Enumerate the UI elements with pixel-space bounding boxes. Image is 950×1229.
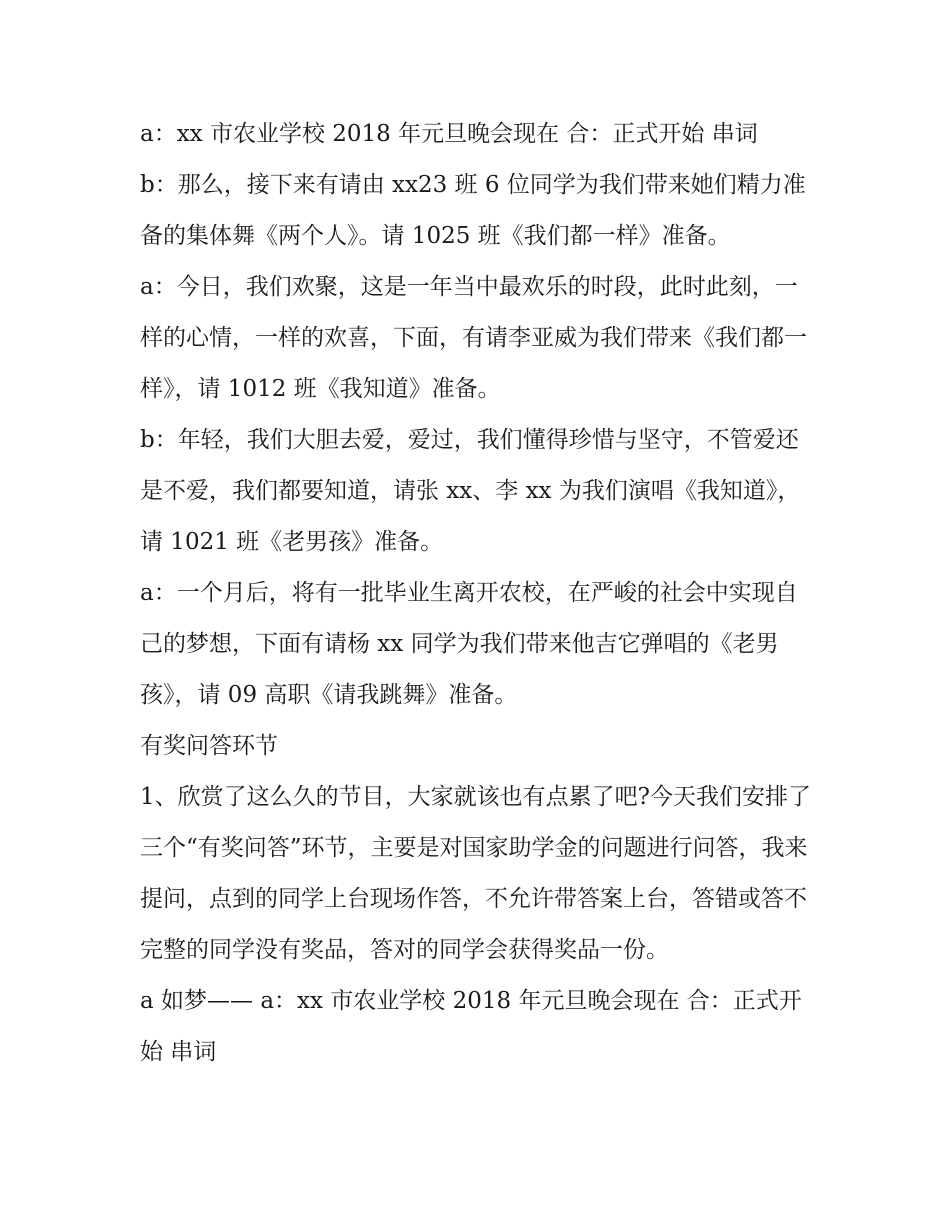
paragraph-closing: a 如梦—— a：xx 市农业学校 2018 年元旦晚会现在 合：正式开始 串词 xyxy=(140,988,802,1065)
section-heading-quiz: 有奖问答环节 xyxy=(140,733,278,759)
document-body xyxy=(140,109,820,1078)
paragraph-opening: a：xx 市农业学校 2018 年元旦晚会现在 合：正式开始 串词 xyxy=(140,121,758,147)
paragraph-dance-intro: b：那么，接下来有请由 xx23 班 6 位同学为我们带来她们精力准备的集体舞《两个人》。请 1025 班《我们都一样》准备。 xyxy=(140,172,806,249)
paragraph-quiz-rules: 1、欣赏了这么久的节目，大家就该也有点累了吧?今天我们安排了三个“有奖问答”环节，主要是对国家助学金的问题进行问答，我来提问，点到的同学上台现场作答，不允许带答案上台，答错或答不完整的同学没有奖品，答对的同学会获得奖品一份。 xyxy=(140,784,811,963)
paragraph-i-know-intro: b：年轻，我们大胆去爱，爱过，我们懂得珍惜与坚守，不管爱还是不爱，我们都要知道，请张 xx、李 xx 为我们演唱《我知道》，请 1021 班《老男孩》准备。 xyxy=(140,427,801,555)
paragraph-same-song-intro: a：今日，我们欢聚，这是一年当中最欢乐的时段，此时此刻，一样的心情，一样的欢喜，下面，有请李亚威为我们带来《我们都一样》，请 1012 班《我知道》准备。 xyxy=(140,274,807,402)
paragraph-old-boy-intro: a：一个月后，将有一批毕业生离开农校，在严峻的社会中实现自己的梦想，下面有请杨 xx 同学为我们带来他吉它弹唱的《老男孩》，请 09 高职《请我跳舞》准备。 xyxy=(140,580,798,708)
